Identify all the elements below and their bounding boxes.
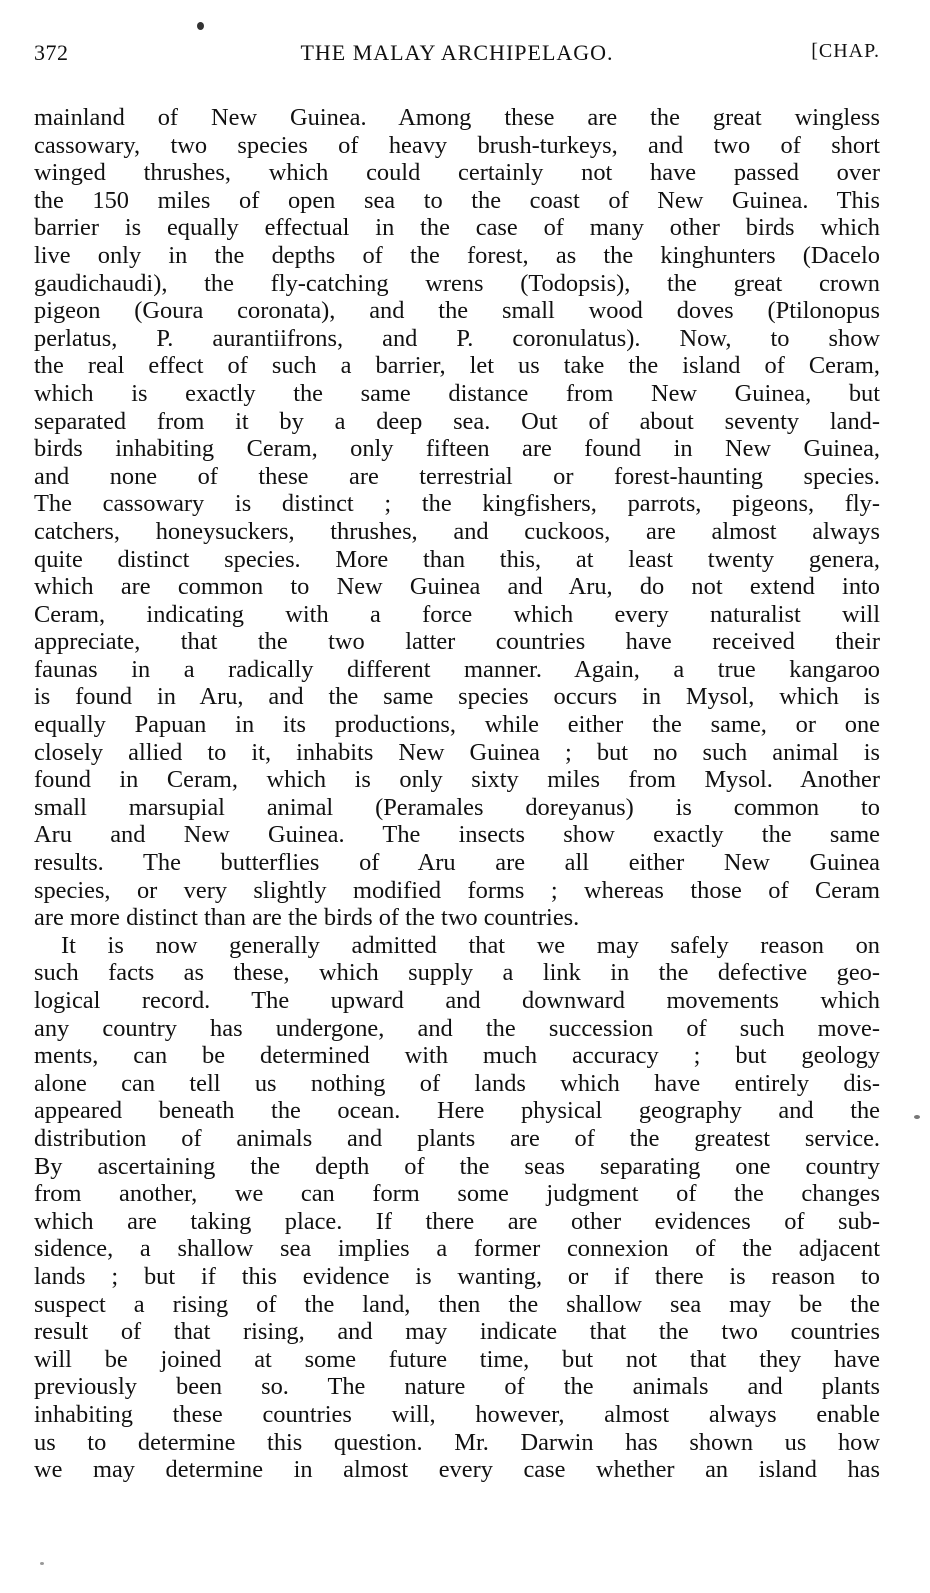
text-line: alone can tell us nothing of lands which have entirely dis- — [34, 1069, 880, 1097]
text-line: lands ; but if this evidence is wanting, or if there is reason to — [34, 1262, 880, 1290]
text-line: which are taking place. If there are other evidences of sub- — [34, 1207, 880, 1235]
text-line: is found in Aru, and the same species occurs in Mysol, which is — [34, 683, 880, 711]
text-line: Aru and New Guinea. The insects show exactly the same — [34, 821, 880, 849]
text-line: logical record. The upward and downward movements which — [34, 987, 880, 1014]
text-line: result of that rising, and may indicate that the two countries — [34, 1318, 880, 1346]
text-line: appreciate, that the two latter countries have received their — [34, 628, 880, 656]
text-line: cassowary, two species of heavy brush-turkeys, and two of short — [34, 131, 880, 159]
ink-speck — [40, 1562, 44, 1565]
running-head — [34, 40, 880, 70]
text-line: we may determine in almost every case whether an island has — [34, 1456, 880, 1484]
text-line: The cassowary is distinct ; the kingfishers, parrots, pigeons, fly- — [34, 490, 880, 518]
ink-speck — [914, 1115, 920, 1119]
text-line: separated from it by a deep sea. Out of about seventy land- — [34, 407, 880, 435]
text-line: pigeon (Goura coronata), and the small wood doves (Ptilonopus — [34, 297, 880, 325]
page-number: 372 — [34, 40, 69, 65]
text-line: faunas in a radically different manner. Again, a true kangaroo — [34, 655, 880, 683]
text-line: small marsupial animal (Peramales doreyanus) is common to — [34, 793, 880, 821]
text-line: barrier is equally effectual in the case of many other birds which — [34, 214, 880, 242]
chapter-mark: [CHAP. — [811, 40, 880, 62]
paragraph-end-line: are more distinct than are the birds of the two countries. — [34, 904, 580, 932]
text-line: perlatus, P. aurantiifrons, and P. coronulatus). Now, to show — [34, 324, 880, 352]
text-line: ments, can be determined with much accuracy ; but geology — [34, 1042, 880, 1070]
text-line: species, or very slightly modified forms ; whereas those of Ceram — [34, 876, 880, 904]
text-line: found in Ceram, which is only sixty miles from Mysol. Another — [34, 766, 880, 794]
ink-speck — [197, 22, 204, 30]
text-line: distribution of animals and plants are of the greatest service. — [34, 1124, 880, 1152]
text-line: any country has undergone, and the succession of such move- — [34, 1014, 880, 1042]
text-line: such facts as these, which supply a link in the defective geo- — [34, 959, 880, 987]
text-line: equally Papuan in its productions, while either the same, or one — [34, 711, 880, 739]
text-line: suspect a rising of the land, then the shallow sea may be the — [34, 1290, 880, 1318]
text-line: us to determine this question. Mr. Darwin has shown us how — [34, 1428, 880, 1456]
text-line: winged thrushes, which could certainly not have passed over — [34, 159, 880, 187]
text-line: and none of these are terrestrial or forest-haunting species. — [34, 462, 880, 490]
text-line: By ascertaining the depth of the seas separating one country — [34, 1152, 880, 1180]
text-line: closely allied to it, inhabits New Guinea ; but no such animal is — [34, 738, 880, 766]
text-line: the 150 miles of open sea to the coast of New Guinea. This — [34, 186, 880, 214]
text-line: quite distinct species. More than this, at least twenty genera, — [34, 545, 880, 573]
text-line: live only in the depths of the forest, as the kinghunters (Dacelo — [34, 241, 880, 269]
text-line: mainland of New Guinea. Among these are the great wingless — [34, 104, 880, 131]
text-line: which are common to New Guinea and Aru, do not extend into — [34, 573, 880, 601]
text-line: appeared beneath the ocean. Here physical geography and the — [34, 1097, 880, 1125]
text-line: inhabiting these countries will, however, almost always enable — [34, 1400, 880, 1428]
text-line: catchers, honeysuckers, thrushes, and cuckoos, are almost always — [34, 517, 880, 545]
text-line: Ceram, indicating with a force which every naturalist will — [34, 600, 880, 628]
text-line: sidence, a shallow sea implies a former connexion of the adjacent — [34, 1235, 880, 1263]
text-line: the real effect of such a barrier, let us take the island of Ceram, — [34, 352, 880, 380]
text-line: from another, we can form some judgment of the changes — [34, 1180, 880, 1208]
paragraph-start-line: It is now generally admitted that we may safely reason on — [61, 931, 880, 959]
text-line: results. The butterflies of Aru are all either New Guinea — [34, 849, 880, 877]
body-text — [34, 104, 880, 1484]
text-line: gaudichaudi), the fly-catching wrens (Todopsis), the great crown — [34, 269, 880, 297]
text-line: birds inhabiting Ceram, only fifteen are found in New Guinea, — [34, 435, 880, 463]
text-line: previously been so. The nature of the animals and plants — [34, 1373, 880, 1401]
text-line: will be joined at some future time, but not that they have — [34, 1345, 880, 1373]
text-line: which is exactly the same distance from New Guinea, but — [34, 379, 880, 407]
book-title: THE MALAY ARCHIPELAGO. — [300, 40, 614, 65]
